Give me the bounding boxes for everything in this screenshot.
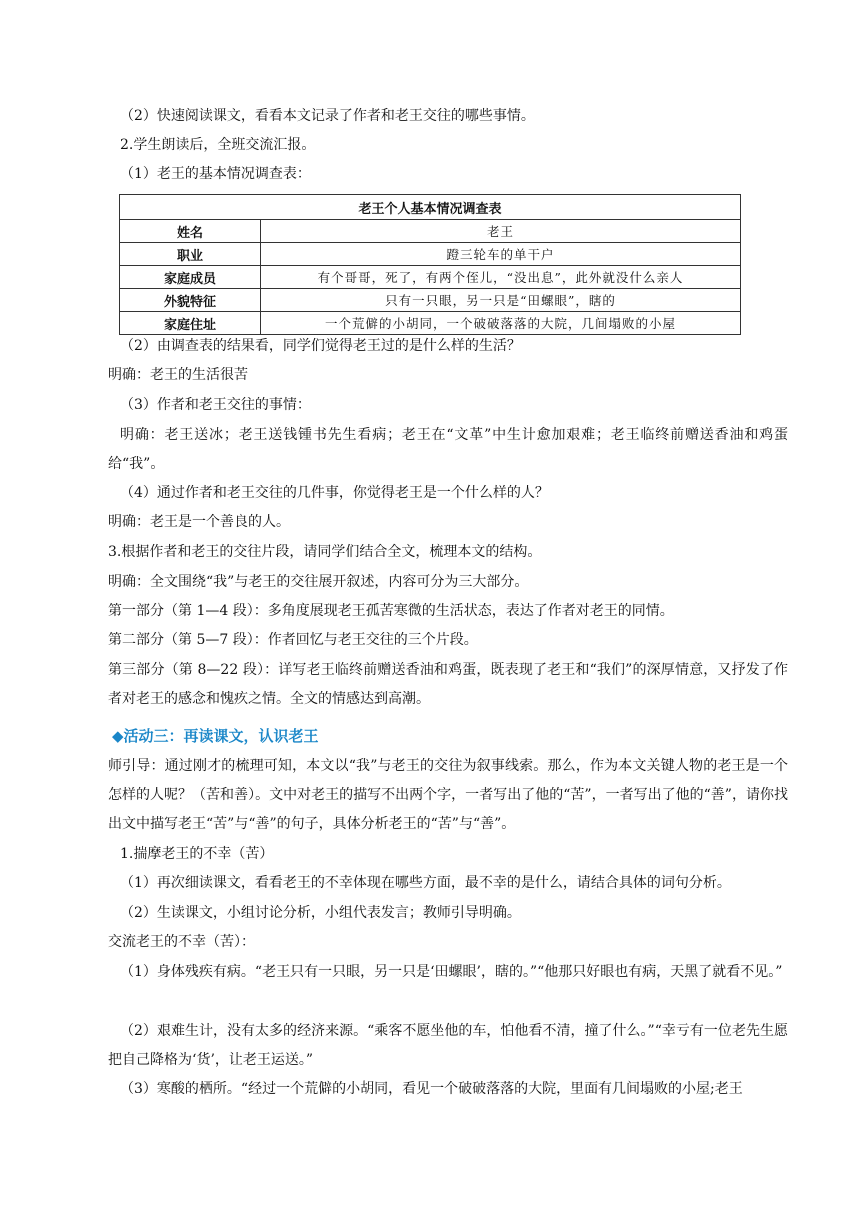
row-label: 姓名: [120, 220, 261, 243]
paragraph: （2）艰难生计，没有太多的经济来源。“乘客不愿坐他的车，怕他看不清，撞了什么。”“幸亏有一位老先生愿把自己降格为‘货’，让老王运送。”: [108, 1023, 788, 1068]
row-value: 蹬三轮车的单干户: [261, 243, 741, 266]
row-value: 老王: [261, 220, 741, 243]
table-row: [120, 220, 741, 243]
table-title: 老王个人基本情况调查表: [120, 195, 741, 220]
table-row: [120, 289, 741, 312]
row-value: 有个哥哥，死了，有两个侄儿，“没出息”，此外就没什么亲人: [261, 266, 741, 289]
paragraph: （4）通过作者和老王交往的几件事，你觉得老王是一个什么样的人？: [120, 485, 549, 501]
paragraph: （2）生读课文，小组讨论分析，小组代表发言；教师引导明确。: [120, 905, 521, 921]
paragraph: （1）身体残疾有病。“老王只有一只眼，另一只是‘田螺眼’，瞎的。”“他那只好眼也有病，天黑了就看不见。”: [120, 964, 783, 980]
survey-table: [119, 194, 741, 335]
table-row: [120, 243, 741, 266]
paragraph: 明确：全文围绕“我”与老王的交往展开叙述，内容可分为三大部分。: [108, 574, 529, 590]
paragraph: （3）作者和老王交往的事情：: [120, 397, 311, 413]
paragraph: （1）再次细读课文，看看老王的不幸体现在哪些方面，最不幸的是什么，请结合具体的词句分析。: [120, 875, 731, 891]
paragraph: （2）由调查表的结果看，同学们觉得老王过的是什么样的生活？: [120, 338, 521, 354]
row-value: 一个荒僻的小胡同，一个破破落落的大院，几间塌败的小屋: [261, 312, 741, 335]
paragraph: 第三部分（第 8—22 段）：详写老王临终前赠送香油和鸡蛋，既表现了老王和“我们”的深厚情意，又抒发了作者对老王的感念和愧疚之情。全文的情感达到高潮。: [108, 662, 788, 707]
paragraph: 3.根据作者和老王的交往片段，请同学们结合全文，梳理本文的结构。: [108, 544, 542, 560]
paragraph: 1.揣摩老王的不幸（苦）: [120, 846, 274, 862]
paragraph: 师引导：通过刚才的梳理可知，本文以“我”与老王的交往为叙事线索。那么，作为本文关键人物的老王是一个怎样的人呢？（苦和善）。文中对老王的描写不出两个字，一者写出了他的“苦”，一者写出了他的“善”，请你找出文中描写老王“苦”与“善”的句子，具体分析老王的“苦”与“善”。: [108, 758, 788, 832]
paragraph: （1）老王的基本情况调查表：: [120, 166, 311, 182]
paragraph: 明确：老王送冰；老王送钱锺书先生看病；老王在“文革”中生计愈加艰难；老王临终前赠送香油和鸡蛋给“我”。: [108, 427, 788, 472]
row-label: 职业: [120, 243, 261, 266]
row-label: 家庭成员: [120, 266, 261, 289]
table-row: [120, 266, 741, 289]
paragraph: 交流老王的不幸（苦）：: [108, 934, 255, 950]
table-title-row: [120, 195, 741, 220]
paragraph: 2.学生朗读后，全班交流汇报。: [120, 137, 316, 153]
paragraph: 明确：老王是一个善良的人。: [108, 514, 290, 530]
row-label: 外貌特征: [120, 289, 261, 312]
paragraph: 第一部分（第 1—4 段）：多角度展现老王孤苦寒微的生活状态，表达了作者对老王的同情。: [108, 603, 674, 619]
paragraph: 明确：老王的生活很苦: [108, 367, 248, 383]
paragraph: （2）快速阅读课文，看看本文记录了作者和老王交往的哪些事情。: [120, 108, 535, 124]
row-value: 只有一只眼，另一只是“田螺眼”，瞎的: [261, 289, 741, 312]
paragraph: 第二部分（第 5—7 段）：作者回忆与老王交往的三个片段。: [108, 632, 478, 648]
section-heading: ◆活动三：再读课文，认识老王: [112, 727, 319, 745]
row-label: 家庭住址: [120, 312, 261, 335]
paragraph: （3）寒酸的栖所。“经过一个荒僻的小胡同，看见一个破破落落的大院，里面有几间塌败的小屋;老王: [120, 1081, 743, 1097]
